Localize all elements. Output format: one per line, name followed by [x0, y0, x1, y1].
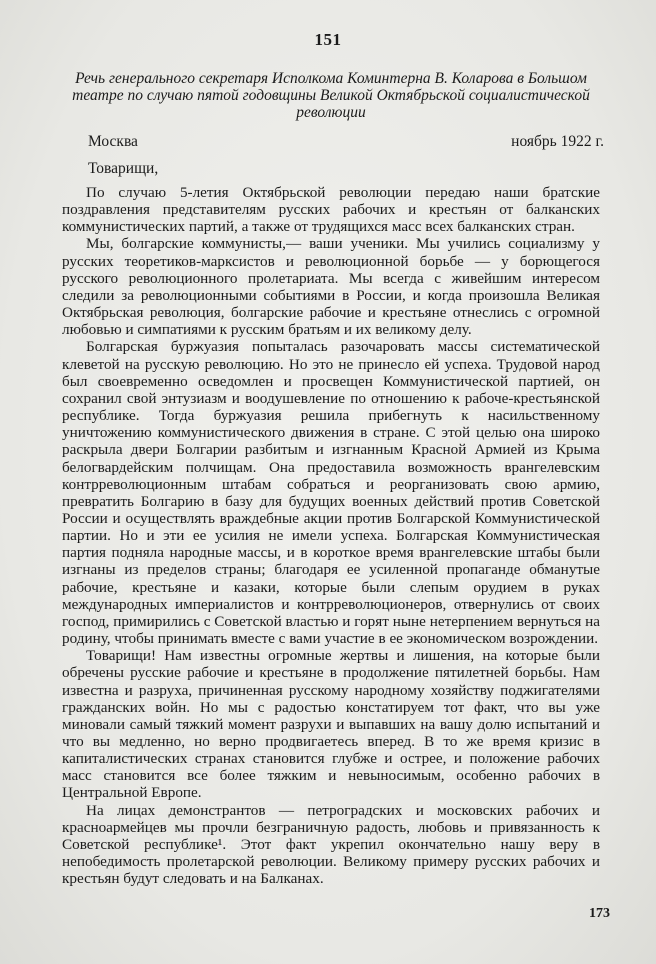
speech-body: [62, 184, 600, 887]
paragraph: Товарищи! Нам известны огромные жертвы и лишения, на которые были обречены русские рабочие и крестьяне в продолжение пятилетней борьбы. Нам известна и разруха, причиненная русскому народному хозяйству поджигателями гражданских войн. Но мы с радостью констатируем тот факт, что вы уже миновали самый тяжкий момент разрухи и выпавших на вашу долю испытаний и что вы медленно, но верно продвигаетесь вперед. В то же время кризис в капиталистических странах становится глубже и острее, и положение рабочих масс становится все более тяжким и невыносимым, особенно рабочих в Центральной Европе.: [62, 647, 600, 802]
date: ноябрь 1922 г.: [511, 133, 604, 150]
document-title: Речь генерального секретаря Исполкома Коминтерна В. Коларова в Большом театре по случаю пятой годовщины Великой Октябрьской социалистической революции: [72, 70, 590, 121]
place: Москва: [88, 133, 138, 150]
salutation: Товарищи,: [88, 160, 159, 177]
place-date-line: [88, 133, 604, 151]
document-number: 151: [314, 30, 342, 49]
paragraph: Мы, болгарские коммунисты,— ваши ученики. Мы учились социализму у русских теоретиков-марксистов и революционной борьбе — у борющегося русского революционного пролетариата. Мы всегда с живейшим интересом следили за революционными событиями в России, и когда произошла Великая Октябрьская революция, болгарские рабочие и крестьяне отнеслись с огромной любовью и симпатиями к русским братьям и их великому делу.: [62, 235, 600, 339]
paragraph: Болгарская буржуазия попыталась разочаровать массы систематической клеветой на русскую революцию. Но это не принесло ей успеха. Трудовой народ был своевременно осведомлен и просвещен Коммунистической партией, он сохранил свой энтузиазм и воодушевление по отношению к рабоче-крестьянской республике. Тогда буржуазия решила прибегнуть к насильственному уничтожению коммунистического движения в стране. С этой целью она широко раскрыла двери Болгарии разбитым и изгнанным Красной Армией из Крыма белогвардейским полчищам. Она предоставила возможность врангелевским контрреволюционным штабам собраться и реорганизовать свою армию, превратить Болгарию в базу для будущих военных действий против Советской России и осуществлять враждебные акции против Болгарской Коммунистической партии. Но и эти ее усилия не имели успеха. Болгарская Коммунистическая партия подняла народные массы, и в короткое время врангелевские штабы были изгнаны из пределов страны; благодаря ее усиленной пропаганде обманутые рабочие, крестьяне и казаки, которые были слепым орудием в руках международных империалистов и контрреволюционеров, отвернулись от своих господ, примирились с Советской властью и горят ныне нетерпением вернуться на родину, чтобы принимать вместе с вами участие в ее экономическом возрождении.: [62, 338, 600, 648]
page-number: 173: [589, 906, 610, 921]
paragraph: На лицах демонстрантов — петроградских и московских рабочих и красноармейцев мы прочли безграничную радость, любовь и привязанность к Советской республике¹. Этот факт укрепил окончательно нашу веру в непобедимость пролетарской революции. Великому примеру русских рабочих и крестьян будут следовать и на Балканах.: [62, 801, 600, 888]
paragraph: По случаю 5-летия Октябрьской революции передаю наши братские поздравления представителям русских рабочих и крестьян от балканских коммунистических партий, а также от трудящихся масс всех балканских стран.: [62, 184, 600, 236]
